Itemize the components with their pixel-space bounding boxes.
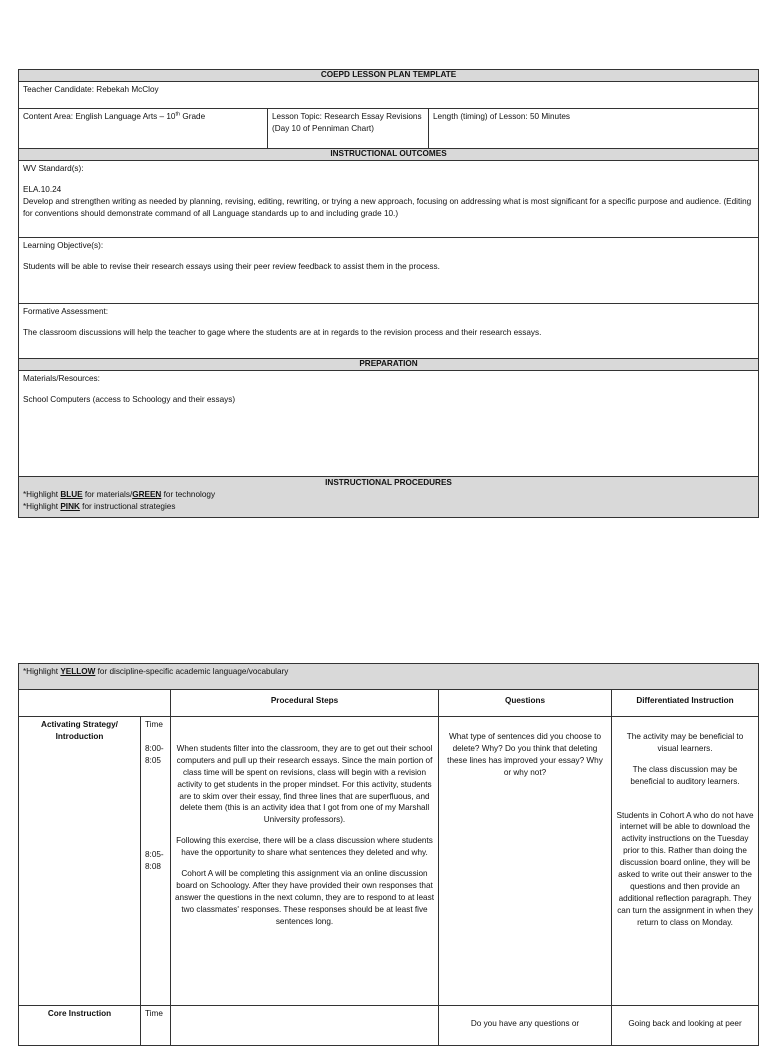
col-differentiated-instruction: Differentiated Instruction xyxy=(612,690,759,717)
core-diff-partial: Going back and looking at peer xyxy=(628,1019,742,1028)
objective-label: Learning Objective(s): xyxy=(23,241,104,250)
materials-text: School Computers (access to Schoology and their essays) xyxy=(23,394,236,404)
core-time-label: Time xyxy=(141,1006,171,1046)
time-slot-2: 8:05-8:08 xyxy=(145,849,164,871)
procedures-header: INSTRUCTIONAL PROCEDURES xyxy=(325,478,452,487)
highlight-note-yellow: *Highlight YELLOW for discipline-specific academic language/vocabulary xyxy=(19,664,759,690)
materials-label: Materials/Resources: xyxy=(23,374,100,383)
step-revision-activity: When students filter into the classroom, they are to get out their school computers and pull up their research essays. Since the main portion of class time will be spent on revisions, class will begin with a revision activity to get students in the proper mindset. For this activity, students are to skim over their essay, find three lines that are superfluous, and delete them (this is an activity idea that I got from one of my Marshall University professors). xyxy=(176,744,433,825)
standard-code: ELA.10.24 xyxy=(23,184,62,194)
core-instruction-label: Core Instruction xyxy=(19,1006,141,1046)
standard-text: Develop and strengthen writing as needed by planning, revising, editing, rewriting, or trying a new approach, focusing on addressing what is most significant for a specific purpose and audience. (Editing for conventions should demonstrate command of all Language standards up to and including grade 10.) xyxy=(23,196,752,218)
template-title: COEPD LESSON PLAN TEMPLATE xyxy=(19,70,759,82)
procedures-table xyxy=(18,663,759,1046)
wv-standards-cell xyxy=(19,161,759,238)
assessment-text: The classroom discussions will help the teacher to gage where the students are at in regards to the revision process and their research essays. xyxy=(23,327,542,337)
content-area: Content Area: English Language Arts – 10th Grade xyxy=(19,109,268,149)
outcomes-header: INSTRUCTIONAL OUTCOMES xyxy=(19,149,759,161)
diff-cohort-a: Students in Cohort A who do not have internet will be able to download the activity instructions on the Tuesday prior to this. Rather than doing the discussion board online, they will be asked to write out their answer to the questions and then provide an additional reflection paragraph. They can turn the assignment in when they return to class on Monday. xyxy=(616,810,754,927)
teacher-candidate: Teacher Candidate: Rebekah McCloy xyxy=(19,82,759,109)
col-procedural-steps: Procedural Steps xyxy=(171,690,439,717)
learning-objective-cell xyxy=(19,238,759,304)
core-diff-cell xyxy=(612,1006,759,1046)
activating-strategy-label: Activating Strategy/ Introduction xyxy=(19,717,141,1006)
preparation-header: PREPARATION xyxy=(19,359,759,371)
materials-cell xyxy=(19,371,759,477)
lesson-plan-table xyxy=(18,69,759,518)
diff-visual: The activity may be beneficial to visual learners. xyxy=(626,732,744,753)
core-steps-cell xyxy=(171,1006,439,1046)
objective-text: Students will be able to revise their research essays using their peer review feedback to assist them in the process. xyxy=(23,261,440,271)
formative-assessment-cell xyxy=(19,304,759,359)
standard-label: WV Standard(s): xyxy=(23,164,84,173)
activating-questions-cell xyxy=(439,717,612,1006)
highlight-note-pink: *Highlight PINK for instructional strategies xyxy=(23,501,176,511)
step-cohort-a: Cohort A will be completing this assignment via an online discussion board on Schoology. After they have provided their own responses that answer the questions in the next column, they are to respond to at least two classmates' responses. These responses should be at least five sentences long. xyxy=(175,869,434,926)
lesson-topic: Lesson Topic: Research Essay Revisions (Day 10 of Penniman Chart) xyxy=(268,109,429,149)
procedures-cell xyxy=(19,477,759,518)
core-questions-cell xyxy=(439,1006,612,1046)
diff-auditory: The class discussion may be beneficial to auditory learners. xyxy=(630,764,740,786)
core-question-partial: Do you have any questions or xyxy=(470,1019,580,1028)
time-label: Time xyxy=(145,720,163,729)
highlight-note-blue-green: *Highlight BLUE for materials/GREEN for technology xyxy=(23,489,216,499)
step-class-discussion: Following this exercise, there will be a class discussion where students have the opportunity to share what sentences they deleted and why. xyxy=(176,836,433,858)
assessment-label: Formative Assessment: xyxy=(23,307,109,316)
lesson-length: Length (timing) of Lesson: 50 Minutes xyxy=(429,109,759,149)
col-questions: Questions xyxy=(439,690,612,717)
activating-time-cell xyxy=(141,717,171,1006)
activating-question: What type of sentences did you choose to delete? Why? Do you think that deleting these lines has improved your essay? Why or why not? xyxy=(447,732,603,777)
blank-header-cell xyxy=(19,690,171,717)
time-slot-1: 8:00-8:05 xyxy=(145,743,164,765)
activating-diff-cell xyxy=(612,717,759,1006)
activating-steps-cell xyxy=(171,717,439,1006)
